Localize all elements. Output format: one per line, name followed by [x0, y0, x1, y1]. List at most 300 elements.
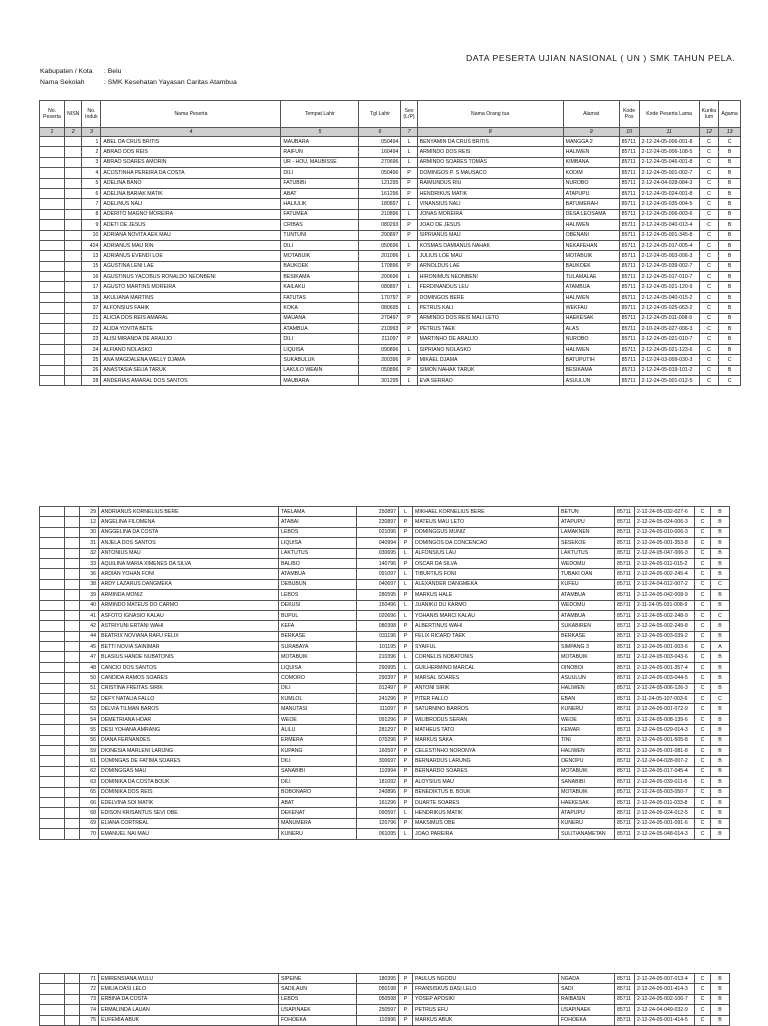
- nama-peserta-cell: ABEL DA CRUS BRITIS: [101, 137, 281, 147]
- kode-peserta-lama-cell: 2-12-24-05-021-120-9: [639, 282, 699, 292]
- kode-peserta-lama-cell: 2-12-24-05-032-027-6: [635, 507, 695, 517]
- alamat-cell: NEKAFEHAN: [563, 240, 619, 250]
- no-induk-cell: 7: [82, 199, 101, 209]
- no-peserta-cell: [40, 313, 65, 323]
- column-index: 8: [417, 128, 563, 137]
- kode-peserta-lama-cell: 2-12-24-05-046-001-8: [639, 157, 699, 167]
- kurikulum-cell: C: [695, 745, 711, 755]
- alamat-cell: BERKASE: [559, 631, 615, 641]
- nama-orang-tua-cell: YOSEP APOSIKI: [413, 994, 559, 1004]
- kurikulum-cell: C: [695, 704, 711, 714]
- no-peserta-cell: [40, 355, 65, 365]
- nama-orang-tua-cell: FRANSISKUS DASI LELO: [413, 984, 559, 994]
- kurikulum-cell: C: [695, 621, 711, 631]
- kode-peserta-lama-cell: 2-12-24-05-048-014-3: [635, 829, 695, 839]
- column-index: 2: [65, 128, 82, 137]
- kode-peserta-lama-cell: 2-12-24-05-002-248-9: [635, 610, 695, 620]
- nisn-cell: [65, 527, 80, 537]
- nama-orang-tua-cell: ARMINDO DOS REIS: [417, 147, 563, 157]
- no-induk-cell: 8: [82, 209, 101, 219]
- nisn-cell: [65, 240, 82, 250]
- kode-pos-cell: 85711: [615, 994, 635, 1004]
- tempat-lahir-cell: LIQUISA: [279, 538, 357, 548]
- tempat-lahir-cell: BERKASE: [279, 631, 357, 641]
- sex-cell: P: [399, 527, 413, 537]
- table-row: [40, 548, 730, 558]
- nama-peserta-cell: ALFIANO NOLASKO: [101, 344, 281, 354]
- nisn-cell: [65, 324, 82, 334]
- kode-pos-cell: 85711: [615, 610, 635, 620]
- header-tempat-lahir: Tempat Lahir: [281, 101, 359, 128]
- tgl-lahir-cell: 170797: [359, 292, 401, 302]
- table-header-row: [40, 101, 741, 128]
- kode-peserta-lama-cell: 2-12-24-05-024-006-3: [635, 517, 695, 527]
- no-induk-cell: 22: [82, 324, 101, 334]
- tempat-lahir-cell: LIQUISA: [281, 344, 359, 354]
- tgl-lahir-cell: 050494: [359, 137, 401, 147]
- kode-peserta-lama-cell: 2-12-24-05-001-002-7: [639, 168, 699, 178]
- nama-orang-tua-cell: JONAS MOREIRA: [417, 209, 563, 219]
- kabupaten-value: : Belu: [104, 68, 122, 75]
- table-row: [40, 324, 741, 334]
- nama-peserta-cell: DESI YOHANA AMRANG: [99, 725, 279, 735]
- nama-orang-tua-cell: PETRUS KALI: [417, 303, 563, 313]
- sex-cell: P: [399, 631, 413, 641]
- agama-cell: B: [711, 725, 730, 735]
- tempat-lahir-cell: WEOE: [279, 714, 357, 724]
- nisn-cell: [65, 507, 80, 517]
- agama-cell: B: [719, 251, 740, 261]
- nama-orang-tua-cell: VINANSIUS NALI: [417, 199, 563, 209]
- alamat-cell: WEKFAU: [563, 303, 619, 313]
- no-induk-cell: 1: [82, 137, 101, 147]
- sex-cell: P: [399, 714, 413, 724]
- nama-peserta-cell: ABRAO DOS REIS: [101, 147, 281, 157]
- nama-peserta-cell: AGUSTINUS YACOBUS RONALDO NEONBENI: [101, 272, 281, 282]
- kurikulum-cell: C: [695, 808, 711, 818]
- kurikulum-cell: C: [699, 292, 719, 302]
- nisn-cell: [65, 220, 82, 230]
- agama-cell: B: [711, 548, 730, 558]
- tgl-lahir-cell: 180897: [359, 199, 401, 209]
- tgl-lahir-cell: 080695: [359, 303, 401, 313]
- tgl-lahir-cell: 050496: [359, 168, 401, 178]
- kode-peserta-lama-cell: 2-12-24-05-001-012-5: [639, 375, 699, 385]
- participant-table-page3: [39, 973, 730, 1026]
- sex-cell: P: [401, 178, 417, 188]
- alamat-cell: BATUMERAH: [563, 199, 619, 209]
- meta-kabupaten: [40, 68, 121, 75]
- agama-cell: B: [711, 797, 730, 807]
- tgl-lahir-cell: 200696: [359, 272, 401, 282]
- table-row: [40, 652, 730, 662]
- nisn-cell: [65, 745, 80, 755]
- table-row: [40, 756, 730, 766]
- alamat-cell: OINOBOI: [559, 662, 615, 672]
- nama-peserta-cell: DOMINGGAS MAU: [99, 766, 279, 776]
- sex-cell: P: [401, 220, 417, 230]
- sex-cell: P: [399, 704, 413, 714]
- no-induk-cell: 4: [82, 168, 101, 178]
- alamat-cell: ATAMBUA: [563, 282, 619, 292]
- kode-peserta-lama-cell: 2-12-24-03-009-030-3: [639, 355, 699, 365]
- tgl-lahir-cell: 210993: [359, 324, 401, 334]
- column-index: 11: [639, 128, 699, 137]
- tgl-lahir-cell: 050896: [359, 365, 401, 375]
- no-peserta-cell: [40, 157, 65, 167]
- column-index: 10: [619, 128, 639, 137]
- tempat-lahir-cell: KAILAKU: [281, 282, 359, 292]
- nama-orang-tua-cell: SATURNINO BARROS: [413, 704, 559, 714]
- header-nisn: NISN: [65, 101, 82, 128]
- nama-peserta-cell: ADRIANUS EVENDI LOE: [101, 251, 281, 261]
- alamat-cell: KODIM: [563, 168, 619, 178]
- kode-pos-cell: 85711: [619, 240, 639, 250]
- tempat-lahir-cell: KUMLOL: [279, 694, 357, 704]
- nisn-cell: [65, 251, 82, 261]
- no-induk-cell: 51: [80, 683, 99, 693]
- sex-cell: L: [401, 303, 417, 313]
- tempat-lahir-cell: HALIULIK: [281, 199, 359, 209]
- kode-peserta-lama-cell: 2-12-24-05-011-033-8: [635, 797, 695, 807]
- kode-peserta-lama-cell: 2-12-24-05-001-003-6: [635, 642, 695, 652]
- table-row: [40, 558, 730, 568]
- nama-peserta-cell: ANA MAGDALENA WELLY DJAMA: [101, 355, 281, 365]
- no-induk-cell: 23: [82, 334, 101, 344]
- kode-peserta-lama-cell: 2-12-24-05-024-001-8: [639, 188, 699, 198]
- kode-peserta-lama-cell: 2-12-24-05-029-014-3: [635, 725, 695, 735]
- no-peserta-cell: [40, 777, 65, 787]
- no-peserta-cell: [40, 240, 65, 250]
- nisn-cell: [65, 694, 80, 704]
- tgl-lahir-cell: 080897: [359, 282, 401, 292]
- kurikulum-cell: C: [695, 579, 711, 589]
- tgl-lahir-cell: 101195: [357, 642, 399, 652]
- sex-cell: L: [401, 344, 417, 354]
- no-peserta-cell: [40, 220, 65, 230]
- nama-peserta-cell: AKULIANA MARTINS: [101, 292, 281, 302]
- nama-orang-tua-cell: SIMON NAHAK TARUK: [417, 365, 563, 375]
- nama-peserta-cell: ADELINUS NALI: [101, 199, 281, 209]
- tgl-lahir-cell: 040994: [357, 538, 399, 548]
- sex-cell: P: [399, 1005, 413, 1015]
- kurikulum-cell: C: [699, 365, 719, 375]
- nama-peserta-cell: AQUILINA MARIA XIMENES DA SILVA: [99, 558, 279, 568]
- nama-orang-tua-cell: CELESTINHO NORONYA: [413, 745, 559, 755]
- tgl-lahir-cell: 300697: [357, 756, 399, 766]
- sex-cell: P: [399, 777, 413, 787]
- nama-peserta-cell: ELIANA CORTREAL: [99, 818, 279, 828]
- nisn-cell: [65, 355, 82, 365]
- no-peserta-cell: [40, 1005, 65, 1015]
- nisn-cell: [65, 365, 82, 375]
- nama-peserta-cell: AGUSTO MARTINS MOREIRA: [101, 282, 281, 292]
- nama-peserta-cell: ALICIA DOS REIS AMARAL: [101, 313, 281, 323]
- nama-orang-tua-cell: PITER FALLO: [413, 694, 559, 704]
- no-peserta-cell: [40, 673, 65, 683]
- header-sex: Sex (L/P): [401, 101, 417, 128]
- nama-orang-tua-cell: HENDRIKUS MATIK: [417, 188, 563, 198]
- kode-pos-cell: 85711: [619, 157, 639, 167]
- tempat-lahir-cell: MOTABUIK: [279, 652, 357, 662]
- agama-cell: C: [711, 694, 730, 704]
- nama-orang-tua-cell: DOMINGOS P. S MAUSACO: [417, 168, 563, 178]
- sex-cell: L: [399, 600, 413, 610]
- table-row: [40, 974, 730, 984]
- agama-cell: B: [711, 984, 730, 994]
- agama-cell: B: [719, 272, 740, 282]
- no-peserta-cell: [40, 704, 65, 714]
- sex-cell: L: [399, 652, 413, 662]
- tempat-lahir-cell: KUPANG: [279, 745, 357, 755]
- kode-pos-cell: 85711: [615, 558, 635, 568]
- sex-cell: L: [399, 662, 413, 672]
- alamat-cell: ATAMBUA: [559, 610, 615, 620]
- tgl-lahir-cell: 161296: [357, 797, 399, 807]
- tempat-lahir-cell: BOBONARO: [279, 787, 357, 797]
- kode-peserta-lama-cell: 2-12-24-05-002-245-4: [635, 569, 695, 579]
- agama-cell: A: [711, 642, 730, 652]
- nisn-cell: [65, 829, 80, 839]
- agama-cell: B: [719, 188, 740, 198]
- no-induk-cell: 2: [82, 147, 101, 157]
- no-induk-cell: 29: [80, 507, 99, 517]
- alamat-cell: NUROBO: [563, 178, 619, 188]
- sex-cell: P: [399, 984, 413, 994]
- kode-peserta-lama-cell: 2-12-24-05-011-008-9: [639, 313, 699, 323]
- nama-peserta-cell: AGUSTINA LENI LAE: [101, 261, 281, 271]
- no-peserta-cell: [40, 579, 65, 589]
- tempat-lahir-cell: COMORO: [279, 673, 357, 683]
- no-peserta-cell: [40, 344, 65, 354]
- kurikulum-cell: C: [699, 209, 719, 219]
- table-row: [40, 334, 741, 344]
- table-row: [40, 230, 741, 240]
- agama-cell: B: [711, 538, 730, 548]
- kurikulum-cell: C: [699, 303, 719, 313]
- agama-cell: B: [719, 344, 740, 354]
- tempat-lahir-cell: KOKA: [281, 303, 359, 313]
- tgl-lahir-cell: 240896: [357, 787, 399, 797]
- no-induk-cell: 10: [82, 230, 101, 240]
- kode-pos-cell: 85711: [619, 220, 639, 230]
- no-induk-cell: 45: [80, 642, 99, 652]
- no-induk-cell: 74: [80, 1005, 99, 1015]
- kode-pos-cell: 85711: [619, 282, 639, 292]
- no-peserta-cell: [40, 375, 65, 385]
- no-peserta-cell: [40, 735, 65, 745]
- agama-cell: B: [711, 714, 730, 724]
- tempat-lahir-cell: SURABAYA: [279, 642, 357, 652]
- table-row: [40, 137, 741, 147]
- no-peserta-cell: [40, 558, 65, 568]
- kode-peserta-lama-cell: 2-12-24-05-021-010-7: [639, 334, 699, 344]
- nisn-cell: [65, 787, 80, 797]
- kode-peserta-lama-cell: 2-12-24-05-001-345-8: [639, 230, 699, 240]
- nama-peserta-cell: DOMINIKA DOS REIS: [99, 787, 279, 797]
- nisn-cell: [65, 777, 80, 787]
- tempat-lahir-cell: SUKABULUK: [281, 355, 359, 365]
- nama-peserta-cell: ALISI MIRANDA DE ARAUJO: [101, 334, 281, 344]
- nisn-cell: [65, 157, 82, 167]
- alamat-cell: TULAMALAE: [563, 272, 619, 282]
- table-row: [40, 808, 730, 818]
- tgl-lahir-cell: 290397: [357, 673, 399, 683]
- kode-pos-cell: 85711: [615, 704, 635, 714]
- sex-cell: P: [399, 558, 413, 568]
- kurikulum-cell: C: [695, 1015, 711, 1025]
- table-row: [40, 220, 741, 230]
- header-nama-orang-tua: Nama Orang tua: [417, 101, 563, 128]
- tempat-lahir-cell: MAUBARA: [281, 137, 359, 147]
- kurikulum-cell: C: [695, 600, 711, 610]
- nisn-cell: [65, 766, 80, 776]
- tgl-lahir-cell: 140796: [357, 558, 399, 568]
- no-peserta-cell: [40, 818, 65, 828]
- kode-pos-cell: 85711: [615, 787, 635, 797]
- nama-peserta-cell: DELVIA TILMAN BAROS: [99, 704, 279, 714]
- header-kode-pos: Kode Pos: [619, 101, 639, 128]
- nama-peserta-cell: ERBINA DA COSTA: [99, 994, 279, 1004]
- tgl-lahir-cell: 091296: [357, 714, 399, 724]
- tgl-lahir-cell: 070296: [357, 735, 399, 745]
- sex-cell: P: [401, 292, 417, 302]
- kode-pos-cell: 85711: [619, 344, 639, 354]
- kurikulum-cell: C: [699, 240, 719, 250]
- no-peserta-cell: [40, 745, 65, 755]
- tempat-lahir-cell: LEBOS: [279, 590, 357, 600]
- kode-peserta-lama-cell: 2-12-24-05-040-015-2: [639, 292, 699, 302]
- alamat-cell: SESEKOE: [559, 538, 615, 548]
- no-induk-cell: 65: [80, 787, 99, 797]
- nisn-cell: [65, 621, 80, 631]
- nama-orang-tua-cell: DUARTE SOARES: [413, 797, 559, 807]
- alamat-cell: ATAPUPU: [563, 188, 619, 198]
- alamat-cell: HALIWEN: [563, 292, 619, 302]
- participant-table-page2: [39, 506, 730, 840]
- kode-pos-cell: 85711: [619, 272, 639, 282]
- alamat-cell: LAMAKNEN: [559, 527, 615, 537]
- nama-peserta-cell: ANDRIANUS KORNELIUS BERE: [99, 507, 279, 517]
- nama-orang-tua-cell: MARKUS ABUK: [413, 1015, 559, 1025]
- alamat-cell: HALIWEN: [559, 683, 615, 693]
- alamat-cell: WEDOMU: [559, 600, 615, 610]
- header-kurikulum: Kuriku lum: [699, 101, 719, 128]
- nama-orang-tua-cell: ALEXANDER DANGMEKA: [413, 579, 559, 589]
- nama-peserta-cell: ADRIANA NOVITA AEK MAU: [101, 230, 281, 240]
- kode-pos-cell: 85711: [615, 829, 635, 839]
- agama-cell: B: [711, 808, 730, 818]
- no-peserta-cell: [40, 662, 65, 672]
- no-induk-cell: 72: [80, 984, 99, 994]
- tempat-lahir-cell: DEBUBUN: [279, 579, 357, 589]
- tgl-lahir-cell: 241296: [357, 694, 399, 704]
- no-induk-cell: 40: [80, 600, 99, 610]
- alamat-cell: ASUULUN: [563, 375, 619, 385]
- alamat-cell: HAEKESAK: [559, 797, 615, 807]
- nama-orang-tua-cell: ANTONI SIRIK: [413, 683, 559, 693]
- table-row: [40, 642, 730, 652]
- nama-peserta-cell: ADELINA BANO: [101, 178, 281, 188]
- school-value: : SMK Kesehatan Yayasan Caritas Atambua: [104, 79, 237, 86]
- table-row: [40, 168, 741, 178]
- kurikulum-cell: C: [699, 282, 719, 292]
- agama-cell: B: [719, 240, 740, 250]
- tempat-lahir-cell: ABAT: [279, 797, 357, 807]
- no-peserta-cell: [40, 507, 65, 517]
- sex-cell: P: [401, 168, 417, 178]
- kode-peserta-lama-cell: 2-12-24-05-040-013-4: [639, 220, 699, 230]
- sex-cell: L: [401, 251, 417, 261]
- table-row: [40, 188, 741, 198]
- kurikulum-cell: C: [699, 324, 719, 334]
- kode-peserta-lama-cell: 2-12-24-05-001-081-8: [635, 745, 695, 755]
- nama-orang-tua-cell: SIPRIANO NOLASKO: [417, 344, 563, 354]
- tgl-lahir-cell: 080293: [359, 220, 401, 230]
- kode-pos-cell: 85711: [619, 178, 639, 188]
- nama-orang-tua-cell: DOMINGGUS MUNIZ: [413, 527, 559, 537]
- kurikulum-cell: C: [695, 984, 711, 994]
- nisn-cell: [65, 818, 80, 828]
- tgl-lahir-cell: 181092: [357, 777, 399, 787]
- no-induk-cell: 50: [80, 673, 99, 683]
- tempat-lahir-cell: MANUTASI: [279, 704, 357, 714]
- kurikulum-cell: C: [699, 313, 719, 323]
- alamat-cell: EBAN: [559, 694, 615, 704]
- agama-cell: B: [711, 829, 730, 839]
- agama-cell: B: [711, 662, 730, 672]
- no-induk-cell: 5: [82, 178, 101, 188]
- alamat-cell: HALIWEN: [563, 220, 619, 230]
- tempat-lahir-cell: FATUTAS: [281, 292, 359, 302]
- tempat-lahir-cell: DILI: [281, 240, 359, 250]
- table-row: [40, 787, 730, 797]
- table-row: [40, 579, 730, 589]
- no-induk-cell: 63: [80, 777, 99, 787]
- table-row: [40, 178, 741, 188]
- sex-cell: P: [399, 818, 413, 828]
- kode-peserta-lama-cell: 2-12-24-05-001-505-8: [635, 735, 695, 745]
- no-peserta-cell: [40, 694, 65, 704]
- alamat-cell: ASUULUN: [559, 673, 615, 683]
- table-row: [40, 303, 741, 313]
- kurikulum-cell: C: [695, 527, 711, 537]
- nama-orang-tua-cell: JULIUS LOE MAU: [417, 251, 563, 261]
- no-induk-cell: 54: [80, 714, 99, 724]
- kode-peserta-lama-cell: 2-12-24-05-017-005-4: [639, 240, 699, 250]
- no-peserta-cell: [40, 538, 65, 548]
- table-row: [40, 147, 741, 157]
- table-row: [40, 261, 741, 271]
- kode-peserta-lama-cell: 2-12-24-05-017-045-4: [635, 766, 695, 776]
- table-row: [40, 527, 730, 537]
- sex-cell: P: [401, 365, 417, 375]
- no-peserta-cell: [40, 303, 65, 313]
- kabupaten-label: Kabupaten / Kota: [40, 68, 93, 75]
- tgl-lahir-cell: 210896: [359, 209, 401, 219]
- alamat-cell: HALIWEN: [563, 344, 619, 354]
- column-index: 9: [563, 128, 619, 137]
- kode-pos-cell: 85711: [615, 662, 635, 672]
- tempat-lahir-cell: LEBOS: [279, 527, 357, 537]
- table-row: [40, 610, 730, 620]
- no-peserta-cell: [40, 766, 65, 776]
- nama-orang-tua-cell: TIBURTIUS FONI: [413, 569, 559, 579]
- kode-pos-cell: 85711: [615, 579, 635, 589]
- tgl-lahir-cell: 160494: [359, 147, 401, 157]
- table-row: [40, 272, 741, 282]
- agama-cell: B: [719, 313, 740, 323]
